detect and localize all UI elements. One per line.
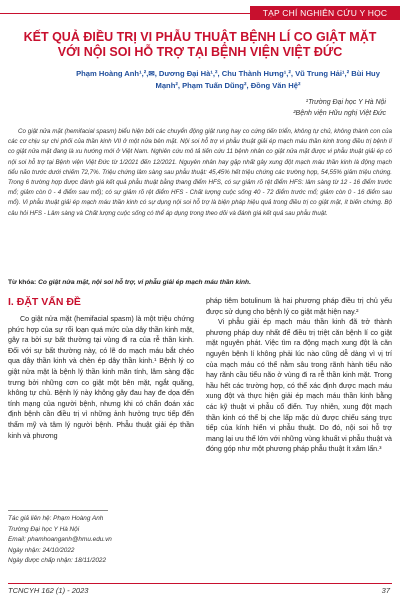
paragraph: pháp tiêm botulinum là hai phương pháp điều trị chủ yếu được sử dụng cho bệnh lý co giật mặt hiện nay.² — [206, 297, 392, 316]
abstract — [8, 127, 392, 219]
paragraph: Co giật nửa mặt (hemifacial spasm) là một triệu chứng phức hợp của sự rối loạn quá mức của dây thần kinh mặt, gây ra bởi sự bất thường tại vùng đi ra của rễ thần kinh. Đối với sự bất thường này, có lẽ do mạch máu bắt chéo qua dây thần kinh và chèn ép dây thần kinh.¹ Bệnh lý co giật nửa mặt là bệnh lý thần kinh mãn tính, lâm sàng đặc trưng bởi những cơn co giật một bên mặt, ngắt quãng, không tự chủ. Bệnh lý này không gây đau hay đe dọa đến tính mạng của người bệnh, nhưng khi có chẩn đoán xác định bệnh cần điều trị vì những ảnh hưởng trực tiếp đến thẩm mỹ và tâm lý người bệnh. Phẫu thuật giải ép thần kinh và phương — [8, 315, 194, 440]
corresponding-author: Tác giả liên hệ: Phạm Hoàng Anh — [8, 515, 104, 522]
keywords-label: Từ khóa: — [8, 279, 37, 286]
received-date: Ngày nhận: 24/10/2022 — [8, 546, 75, 554]
correspondence-note — [8, 514, 194, 567]
accepted-date: Ngày được chấp nhận: 18/11/2022 — [8, 557, 107, 564]
affiliations — [293, 97, 386, 119]
corresponding-email[interactable]: Email: phamhoanganh@hmu.edu.vn — [8, 536, 112, 543]
affiliation-1: ¹Trường Đại học Y Hà Nội — [305, 99, 386, 106]
abstract-text: Co giật nửa mặt (hemifacial spasm) biểu hiện bởi các chuyển động giật rung hay co cứng tiến triển, không tự chủ, không thành con của các cơ chịu sự chi phối của thần kinh VII ở một nửa bên mặt. Nội soi hỗ trợ vi phẫu thuật giải ép mạch máu thần kinh trong điều trị bệnh lí co giật nửa mặt đang là xu hướng mới ở Việt Nam. Nghiên cứu mô tả tiến cứu 11 bệnh nhân co giật nửa mặt được vi phẫu thuật giải ép có nội soi hỗ trợ tại Bệnh viện Việt Đức từ 1/2021 đến 12/2021. Nguyên nhân hay gặp nhất gây xung đột mạch máu thần kinh là động mạch tiểu não trước dưới chiếm 72,7%. Triệu chứng lâm sàng sau phẫu thuật: 45,45% hết triệu chứng các trường hợp, 54,55% giảm triệu chứng. Trong 6 trường hợp được đánh giá kết quả phẫu thuật bằng thang điểm HFS, có sự giảm rõ rệt điểm HFS: lâm sàng từ 12 - 16 điểm trước mổ; giảm còn 0 - 4 điểm sau mổ); có sự giảm rõ rệt điểm HFS - Chất lượng cuộc sống 40 - 72 điểm trước mổ; giảm còn 0 - 16 điểm sau mổ). Vi phẫu thuật giải ép mạch máu thần kinh có sự dụng nội soi hỗ trợ là biện pháp hiệu quả trong điều trị co giật mặt, ít biến chứng. Bộ câu hỏi HFS - Lâm sàng và Chất lượng cuộc sống có thể áp dụng trong theo dõi và đánh giá kết quả sau phẫu thuật. — [8, 128, 392, 217]
journal-name: TẠP CHÍ NGHIÊN CỨU Y HỌC — [250, 6, 400, 20]
affiliation-2: ²Bệnh viện Hữu nghị Việt Đức — [293, 110, 386, 117]
section-heading: I. ĐẶT VẤN ĐỀ — [8, 296, 81, 308]
paragraph: Vi phẫu giải ép mạch máu thần kinh đã trở thành phương pháp duy nhất để điều trị triệt căn bệnh lí co giật mặt nguyên phát. Việc tìm ra động mạch xung đột là căn nguyên bệnh lí không phải lúc nào cũng dễ dàng vì vị trí của mạch máu có thể nằm sâu trong rãnh hành tiểu não hay rãnh cầu tiểu não ở vùng đi ra rễ thần kinh mặt. Trong hầu hết các trường hợp, có thể xác định được mạch máu xung đột và thực hiện giải ép mạch máu thần kinh bằng các kỹ thuật vi phẫu cổ điển. Tuy nhiên, xung đột mạch thần kinh có thể bị che lấp mặc dù được chiếu sáng trực tiếp của kính hiển vi phẫu thuật. Do đó, nội soi hỗ trợ mang lại ưu thế lớn với những vùng khuất vi phẫu thuật và đóng góp như một phương pháp phẫu thuật ít xâm lấn.³ — [206, 318, 392, 454]
article-title: KẾT QUẢ ĐIỀU TRỊ VI PHẪU THUẬT BỆNH LÍ CO GIẬT MẶT VỚI NỘI SOI HỖ TRỢ TẠI BỆNH VIỆN VIỆT ĐỨC — [23, 30, 377, 59]
body-left-column — [8, 314, 194, 441]
body-right-column — [206, 296, 392, 455]
footnote-rule — [8, 510, 108, 511]
keywords — [8, 278, 392, 288]
page-number: 37 — [381, 586, 390, 595]
journal-header — [0, 6, 400, 20]
corresponding-institution: Trường Đại học Y Hà Nội — [8, 525, 80, 533]
issue-citation: TCNCYH 162 (1) - 2023 — [8, 586, 89, 595]
keywords-text: Co giật nửa mặt, nội soi hỗ trợ, vi phẫu giải ép mạch máu thần kinh. — [38, 279, 251, 286]
footer-rule — [8, 583, 392, 584]
author-list: Phạm Hoàng Anh¹,²,✉, Dương Đại Hà¹,², Chu Thành Hưng¹,², Vũ Trung Hải¹,² Bùi Huy Mạnh², Phạm Tuấn Dũng², Đồng Văn Hệ² — [76, 69, 380, 90]
